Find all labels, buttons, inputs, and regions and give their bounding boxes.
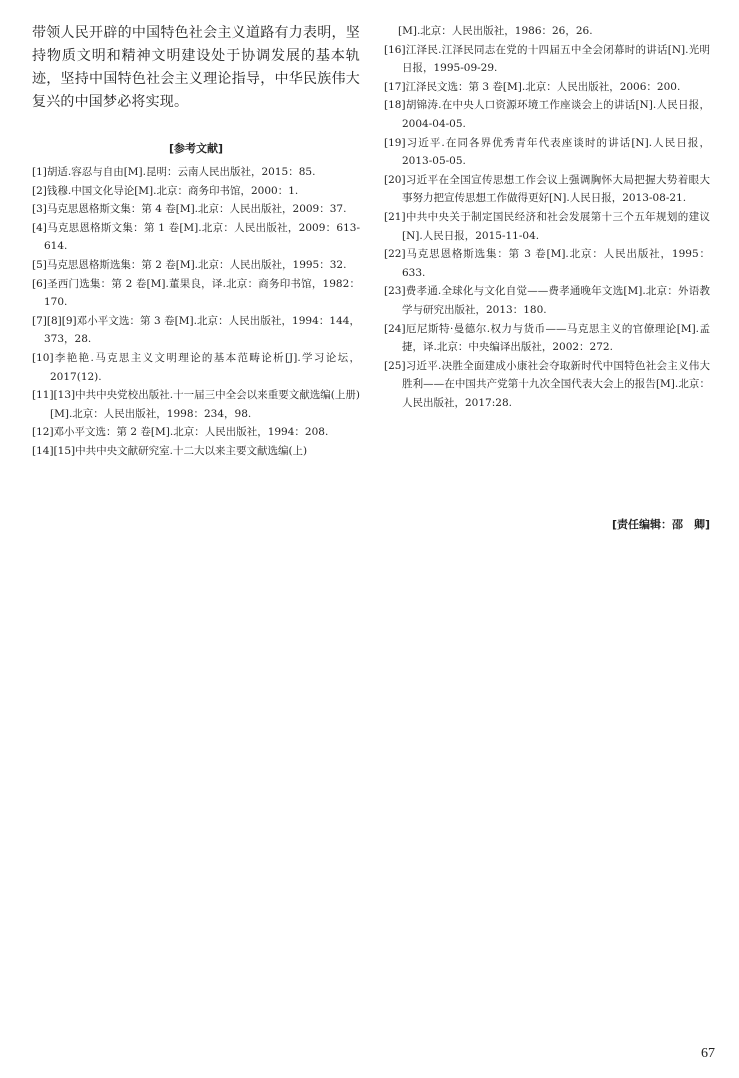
reference-item: [16]江泽民.江泽民同志在党的十四届五中全会闭幕时的讲话[N].光明日报，1995-09-29. bbox=[384, 43, 710, 75]
references-title: [参考文献] bbox=[168, 142, 224, 155]
reference-continuation: [M].北京：人民出版社，1986：26，26. bbox=[398, 25, 593, 37]
reference-item: [17]江泽民文选：第 3 卷[M].北京：人民出版社，2006：200. bbox=[384, 80, 681, 93]
body-paragraph: 带领人民开辟的中国特色社会主义道路有力表明，坚持物质文明和精神文明建设处于协调发展的基本轨迹，坚持中国特色社会主义理论指导，中华民族伟大复兴的中国梦必将实现。 bbox=[32, 25, 360, 110]
reference-item: [5]马克思恩格斯选集：第 2 卷[M].北京：人民出版社，1995：32. bbox=[32, 258, 347, 271]
reference-item: [1]胡适.容忍与自由[M].昆明：云南人民出版社，2015：85. bbox=[32, 166, 316, 178]
reference-item: [6]圣西门选集：第 2 卷[M].董果良，译.北京：商务印书馆，1982：170. bbox=[32, 277, 360, 309]
responsible-editor: [责任编辑：邵 卿] bbox=[611, 518, 710, 531]
reference-item: [10]李艳艳.马克思主义文明理论的基本范畴论析[J].学习论坛，2017(12). bbox=[32, 351, 360, 383]
reference-item: [3]马克思恩格斯文集：第 4 卷[M].北京：人民出版社，2009：37. bbox=[32, 203, 347, 216]
reference-list-right bbox=[384, 41, 710, 413]
reference-item: [20]习近平在全国宣传思想工作会议上强调胸怀大局把握大势着眼大事努力把宣传思想工作做得更好[N].人民日报，2013-08-21. bbox=[384, 173, 710, 205]
reference-item: [21]中共中央关于制定国民经济和社会发展第十三个五年规划的建议[N].人民日报，2015-11-04. bbox=[384, 210, 710, 242]
page-number: 67 bbox=[701, 1046, 715, 1061]
reference-item: [4]马克思恩格斯文集：第 1 卷[M].北京：人民出版社，2009：613-614. bbox=[32, 221, 360, 253]
reference-item: [2]钱穆.中国文化导论[M].北京：商务印书馆，2000：1. bbox=[32, 184, 299, 197]
left-column bbox=[32, 22, 360, 461]
reference-item: [25]习近平.决胜全面建成小康社会夺取新时代中国特色社会主义伟大胜利——在中国共产党第十九次全国代表大会上的报告[M].北京：人民出版社，2017:28. bbox=[384, 359, 710, 409]
reference-item: [14][15]中共中央文献研究室.十二大以来主要文献选编(上) bbox=[32, 444, 308, 457]
right-column bbox=[384, 22, 710, 412]
reference-item: [18]胡锦涛.在中央人口资源环境工作座谈会上的讲话[N].人民日报，2004-04-05. bbox=[384, 99, 710, 130]
reference-item: [19]习近平.在同各界优秀青年代表座谈时的讲话[N].人民日报，2013-05-05. bbox=[384, 136, 710, 168]
reference-item: [22]马克思恩格斯选集：第 3 卷[M].北京：人民出版社，1995：633. bbox=[384, 248, 710, 279]
reference-item: [23]费孝通.全球化与文化自觉——费孝通晚年文选[M].北京：外语教学与研究出版社，2013：180. bbox=[384, 285, 710, 316]
reference-item: [12]邓小平文选：第 2 卷[M].北京：人民出版社，1994：208. bbox=[32, 426, 329, 439]
reference-item: [24]厄尼斯特·曼德尔.权力与货币——马克思主义的官僚理论[M].孟捷，译.北京：中央编译出版社，2002：272. bbox=[384, 322, 710, 354]
reference-item: [7][8][9]邓小平文选：第 3 卷[M].北京：人民出版社，1994：144，373，28. bbox=[32, 314, 360, 346]
reference-list-left bbox=[32, 163, 360, 461]
reference-item: [11][13]中共中央党校出版社.十一届三中全会以来重要文献选编(上册)[M].北京：人民出版社，1998：234，98. bbox=[32, 389, 360, 420]
